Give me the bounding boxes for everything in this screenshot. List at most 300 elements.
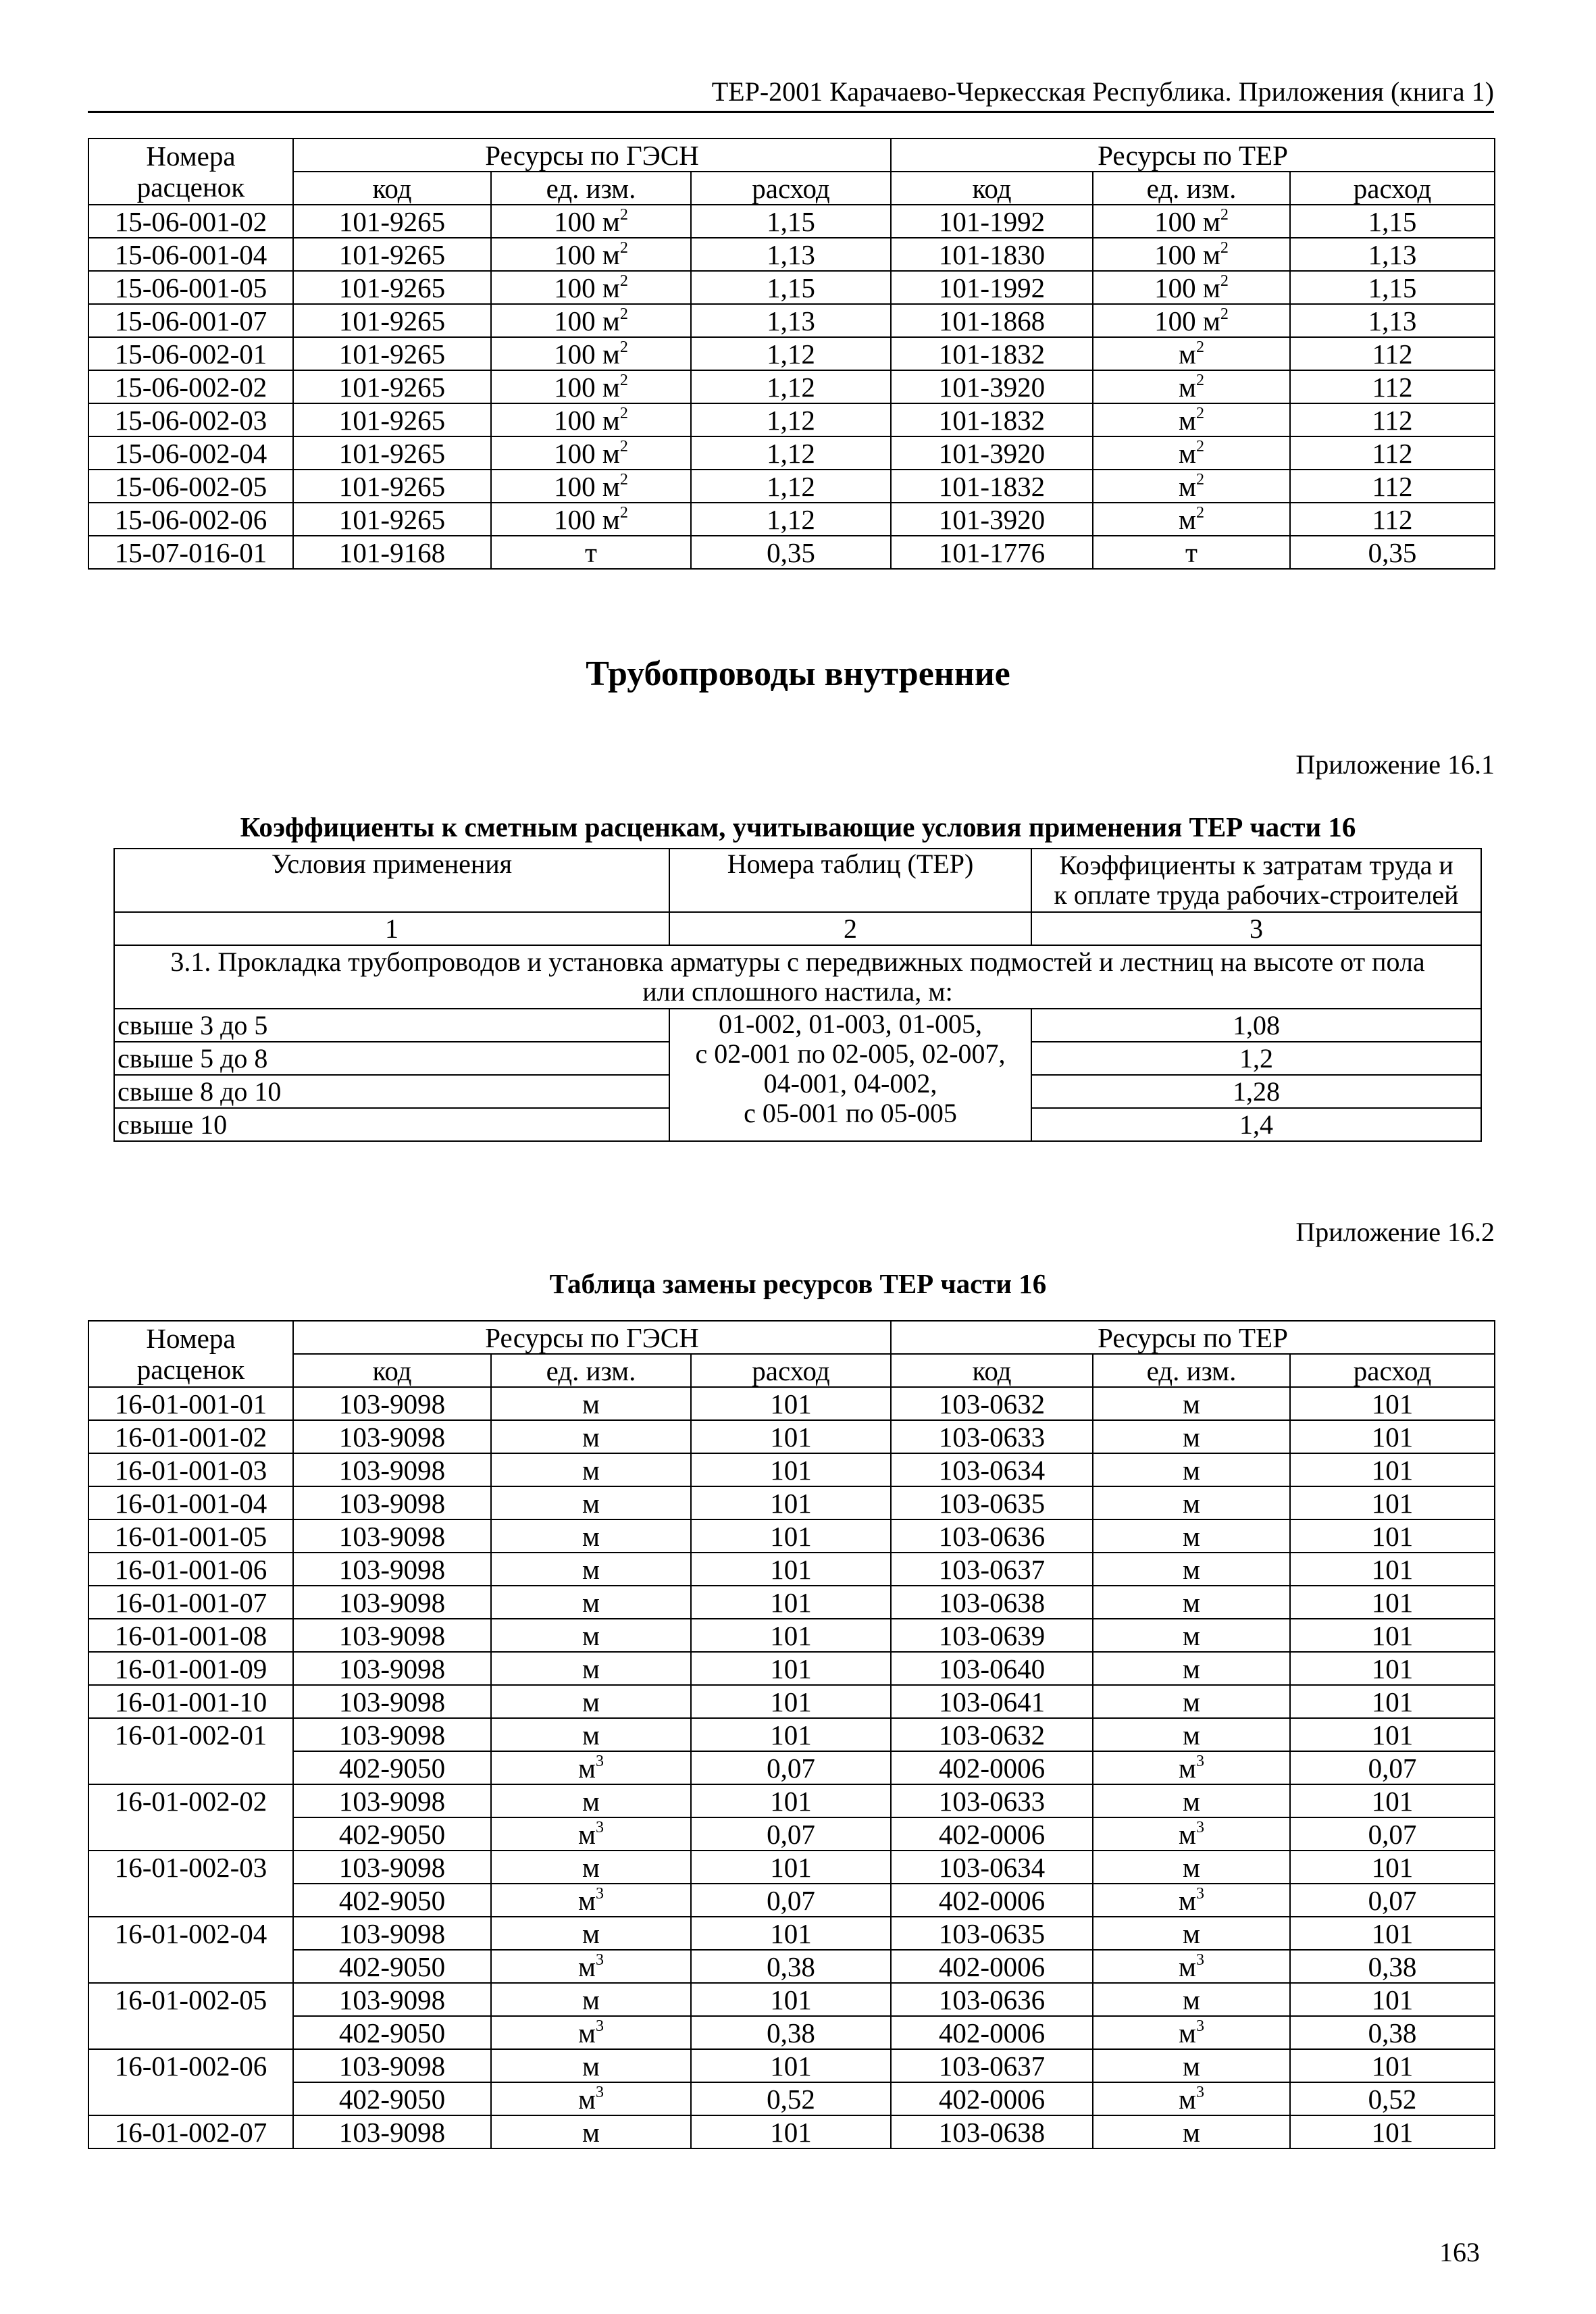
gesn-unit-cell: м: [491, 1851, 691, 1884]
gesn-consumption-cell: 1,13: [691, 304, 891, 337]
condition-cell: свыше 3 до 5: [114, 1009, 669, 1042]
gesn-unit-cell: 100 $м^2$: [491, 436, 691, 470]
page-header: ТЕР-2001 Карачаево-Черкесская Республика. Приложения (книга 1): [711, 76, 1494, 107]
table-row: [88, 436, 1495, 470]
ter-unit-cell: $м^2$: [1093, 436, 1290, 470]
ter-consumption-cell: 101: [1290, 1387, 1495, 1420]
ter-unit-cell: м: [1093, 1453, 1290, 1486]
gesn-consumption-cell: 101: [691, 1420, 891, 1453]
gesn-code-cell: 402-9050: [293, 1884, 491, 1917]
conditions-header: Условия применения: [114, 849, 669, 912]
ter-consumption-cell: 101: [1290, 1718, 1495, 1751]
ter-unit-cell: м: [1093, 1652, 1290, 1685]
gesn-code-cell: 402-9050: [293, 2082, 491, 2115]
gesn-unit-cell: 100 $м^2$: [491, 271, 691, 304]
table-row: [88, 1553, 1495, 1586]
gesn-code-cell: 103-9098: [293, 1784, 491, 1817]
table-row: [88, 271, 1495, 304]
gesn-code-cell: 103-9098: [293, 1652, 491, 1685]
coef-header: Коэффициенты к затратам труда и к оплате труда рабочих-строителей: [1031, 849, 1481, 912]
gesn-unit-cell: м: [491, 1586, 691, 1619]
coefficient-table: [113, 848, 1482, 1142]
table-row: [88, 1486, 1495, 1519]
ter-code-cell: 103-0635: [891, 1486, 1093, 1519]
table-row: [88, 2049, 1495, 2082]
ter-unit-cell: м: [1093, 2115, 1290, 2148]
rate-number-cell: [88, 1751, 293, 1784]
ter-consumption-cell: 0,07: [1290, 1817, 1495, 1851]
gesn-code-header: код: [293, 1354, 491, 1387]
ter-code-cell: 402-0006: [891, 1950, 1093, 1983]
table-row: [88, 1817, 1495, 1851]
rate-number-cell: [88, 1950, 293, 1983]
ter-code-cell: 101-1832: [891, 403, 1093, 436]
gesn-unit-cell: м: [491, 1387, 691, 1420]
ter-code-cell: 101-1992: [891, 271, 1093, 304]
rate-number-cell: [88, 2016, 293, 2049]
table-row: [88, 337, 1495, 370]
ter-unit-cell: м: [1093, 1586, 1290, 1619]
section-title: Трубопроводы внутренние: [586, 655, 1010, 693]
ter-consumption-cell: 101: [1290, 2115, 1495, 2148]
gesn-consumption-cell: 101: [691, 1519, 891, 1553]
condition-cell: свыше 8 до 10: [114, 1075, 669, 1108]
ter-consumption-cell: 0,07: [1290, 1884, 1495, 1917]
table-row: [88, 1652, 1495, 1685]
ter-code-cell: 402-0006: [891, 2016, 1093, 2049]
ter-code-cell: 402-0006: [891, 1884, 1093, 1917]
ter-consumption-cell: 101: [1290, 1420, 1495, 1453]
ter-unit-cell: м: [1093, 1519, 1290, 1553]
gesn-unit-cell: м: [491, 1619, 691, 1652]
gesn-unit-cell: м: [491, 1983, 691, 2016]
tables-header: Номера таблиц (ТЕР): [669, 849, 1031, 912]
ter-code-cell: 103-0641: [891, 1685, 1093, 1718]
ter-unit-cell: м: [1093, 1983, 1290, 2016]
rate-number-cell: 16-01-001-07: [88, 1586, 293, 1619]
rates-header: Номера расценок: [88, 1321, 293, 1387]
replacement-table-caption: Таблица замены ресурсов ТЕР части 16: [549, 1268, 1047, 1299]
gesn-code-cell: 101-9265: [293, 470, 491, 503]
gesn-code-cell: 103-9098: [293, 2049, 491, 2082]
table-row: [88, 1718, 1495, 1751]
gesn-unit-cell: 100 $м^2$: [491, 238, 691, 271]
ter-header: Ресурсы по ТЕР: [891, 1321, 1495, 1354]
rate-number-cell: 16-01-001-05: [88, 1519, 293, 1553]
table-row: [88, 1917, 1495, 1950]
rates-header: Номера расценок: [88, 139, 293, 205]
ter-unit-cell: 100 $м^2$: [1093, 205, 1290, 238]
ter-consumption-cell: 112: [1290, 403, 1495, 436]
ter-consumption-cell: 101: [1290, 1519, 1495, 1553]
gesn-consumption-cell: 0,07: [691, 1751, 891, 1784]
gesn-code-cell: 103-9098: [293, 1519, 491, 1553]
gesn-code-cell: 103-9098: [293, 1553, 491, 1586]
ter-unit-cell: $м^2$: [1093, 503, 1290, 536]
ter-consumption-cell: 112: [1290, 337, 1495, 370]
gesn-code-cell: 101-9265: [293, 503, 491, 536]
table-row: [88, 1453, 1495, 1486]
ter-code-cell: 103-0636: [891, 1519, 1093, 1553]
ter-consumption-cell: 101: [1290, 1586, 1495, 1619]
gesn-unit-header: ед. изм.: [491, 1354, 691, 1387]
gesn-unit-cell: м: [491, 1685, 691, 1718]
gesn-consumption-cell: 0,07: [691, 1884, 891, 1917]
gesn-unit-cell: $м^3$: [491, 2016, 691, 2049]
ter-header: Ресурсы по ТЕР: [891, 139, 1495, 172]
ter-code-cell: 101-3920: [891, 370, 1093, 403]
gesn-code-cell: 101-9168: [293, 536, 491, 569]
ter-unit-cell: м: [1093, 1851, 1290, 1884]
gesn-unit-cell: 100 $м^2$: [491, 337, 691, 370]
ter-consumption-cell: 1,13: [1290, 238, 1495, 271]
ter-consumption-cell: 112: [1290, 503, 1495, 536]
gesn-unit-cell: т: [491, 536, 691, 569]
gesn-code-cell: 101-9265: [293, 370, 491, 403]
gesn-consumption-cell: 1,15: [691, 271, 891, 304]
gesn-code-cell: 103-9098: [293, 1718, 491, 1751]
ter-consumption-cell: 101: [1290, 1784, 1495, 1817]
ter-unit-header: ед. изм.: [1093, 172, 1290, 205]
rate-number-cell: 16-01-001-02: [88, 1420, 293, 1453]
rate-number-cell: 16-01-002-01: [88, 1718, 293, 1751]
ter-code-cell: 101-3920: [891, 503, 1093, 536]
ter-unit-cell: $м^2$: [1093, 370, 1290, 403]
gesn-code-cell: 103-9098: [293, 1685, 491, 1718]
rate-number-cell: 15-06-001-07: [88, 304, 293, 337]
rate-number-cell: 16-01-002-06: [88, 2049, 293, 2082]
gesn-consumption-cell: 0,35: [691, 536, 891, 569]
gesn-consumption-cell: 1,12: [691, 503, 891, 536]
col-number-2: 2: [669, 912, 1031, 945]
gesn-consumption-cell: 0,52: [691, 2082, 891, 2115]
gesn-unit-cell: $м^3$: [491, 1884, 691, 1917]
header-rule: [88, 111, 1494, 113]
ter-unit-cell: м: [1093, 1718, 1290, 1751]
ter-code-header: код: [891, 1354, 1093, 1387]
ter-code-cell: 101-3920: [891, 436, 1093, 470]
table-row: [88, 1884, 1495, 1917]
table-row: [88, 536, 1495, 569]
gesn-consumption-cell: 101: [691, 1784, 891, 1817]
ter-code-cell: 103-0632: [891, 1387, 1093, 1420]
gesn-code-cell: 103-9098: [293, 1486, 491, 1519]
gesn-consumption-header: расход: [691, 172, 891, 205]
ter-consumption-cell: 1,13: [1290, 304, 1495, 337]
table-row: [88, 1950, 1495, 1983]
gesn-code-cell: 103-9098: [293, 1851, 491, 1884]
ter-unit-cell: м: [1093, 1420, 1290, 1453]
gesn-code-cell: 103-9098: [293, 1420, 491, 1453]
ter-code-cell: 103-0636: [891, 1983, 1093, 2016]
gesn-code-cell: 103-9098: [293, 1453, 491, 1486]
group-heading: 3.1. Прокладка трубопроводов и установка арматуры с передвижных подмостей и лестниц на высоте от пола или сплошного настила, м:: [114, 945, 1481, 1009]
table-row: [88, 370, 1495, 403]
gesn-consumption-cell: 101: [691, 1387, 891, 1420]
table-row: [88, 503, 1495, 536]
rate-number-cell: 16-01-002-02: [88, 1784, 293, 1817]
gesn-code-cell: 101-9265: [293, 304, 491, 337]
gesn-consumption-cell: 0,07: [691, 1817, 891, 1851]
ter-code-cell: 103-0635: [891, 1917, 1093, 1950]
ter-unit-cell: м: [1093, 1486, 1290, 1519]
ter-unit-cell: $м^3$: [1093, 2016, 1290, 2049]
rate-number-cell: 16-01-001-04: [88, 1486, 293, 1519]
ter-code-cell: 103-0637: [891, 1553, 1093, 1586]
ter-unit-cell: $м^2$: [1093, 403, 1290, 436]
gesn-header: Ресурсы по ГЭСН: [293, 139, 891, 172]
ter-code-cell: 402-0006: [891, 2082, 1093, 2115]
gesn-unit-cell: 100 $м^2$: [491, 205, 691, 238]
ter-code-cell: 103-0632: [891, 1718, 1093, 1751]
coef-cell: 1,28: [1031, 1075, 1481, 1108]
ter-code-cell: 103-0638: [891, 1586, 1093, 1619]
ter-unit-cell: $м^2$: [1093, 337, 1290, 370]
gesn-code-header: код: [293, 172, 491, 205]
gesn-unit-cell: м: [491, 1519, 691, 1553]
rate-number-cell: 16-01-002-05: [88, 1983, 293, 2016]
ter-unit-cell: $м^3$: [1093, 1751, 1290, 1784]
gesn-consumption-cell: 0,38: [691, 1950, 891, 1983]
rate-number-cell: [88, 2082, 293, 2115]
gesn-unit-cell: 100 $м^2$: [491, 370, 691, 403]
ter-unit-header: ед. изм.: [1093, 1354, 1290, 1387]
gesn-unit-cell: м: [491, 1453, 691, 1486]
rate-number-cell: 16-01-002-03: [88, 1851, 293, 1884]
gesn-unit-cell: 100 $м^2$: [491, 470, 691, 503]
table-row: [88, 1851, 1495, 1884]
gesn-consumption-cell: 1,15: [691, 205, 891, 238]
condition-cell: свыше 10: [114, 1108, 669, 1141]
ter-code-cell: 101-1868: [891, 304, 1093, 337]
rate-number-cell: 16-01-001-03: [88, 1453, 293, 1486]
gesn-code-cell: 402-9050: [293, 1751, 491, 1784]
ter-consumption-cell: 101: [1290, 1486, 1495, 1519]
ter-unit-cell: 100 $м^2$: [1093, 304, 1290, 337]
gesn-consumption-cell: 101: [691, 1917, 891, 1950]
ter-consumption-cell: 112: [1290, 470, 1495, 503]
gesn-unit-cell: м: [491, 1917, 691, 1950]
ter-unit-cell: $м^3$: [1093, 1884, 1290, 1917]
ter-code-cell: 103-0633: [891, 1784, 1093, 1817]
ter-unit-cell: $м^3$: [1093, 1950, 1290, 1983]
gesn-consumption-cell: 1,12: [691, 470, 891, 503]
ter-consumption-cell: 1,15: [1290, 205, 1495, 238]
ter-code-cell: 103-0634: [891, 1851, 1093, 1884]
rate-number-cell: 15-06-001-02: [88, 205, 293, 238]
gesn-consumption-cell: 101: [691, 1553, 891, 1586]
gesn-code-cell: 103-9098: [293, 1387, 491, 1420]
gesn-unit-cell: м: [491, 1652, 691, 1685]
gesn-unit-cell: 100 $м^2$: [491, 304, 691, 337]
gesn-code-cell: 101-9265: [293, 271, 491, 304]
table-row: [88, 1619, 1495, 1652]
ter-consumption-cell: 101: [1290, 1917, 1495, 1950]
rate-number-cell: 16-01-001-08: [88, 1619, 293, 1652]
rate-number-cell: [88, 1817, 293, 1851]
ter-consumption-cell: 0,52: [1290, 2082, 1495, 2115]
col-number-1: 1: [114, 912, 669, 945]
table-row: [88, 1420, 1495, 1453]
gesn-unit-cell: $м^3$: [491, 2082, 691, 2115]
ter-unit-cell: м: [1093, 1553, 1290, 1586]
ter-unit-cell: 100 $м^2$: [1093, 271, 1290, 304]
ter-unit-cell: $м^3$: [1093, 2082, 1290, 2115]
rate-number-cell: 16-01-001-10: [88, 1685, 293, 1718]
rate-number-cell: [88, 1884, 293, 1917]
gesn-consumption-cell: 101: [691, 1718, 891, 1751]
rate-number-cell: 16-01-001-06: [88, 1553, 293, 1586]
ter-consumption-cell: 0,38: [1290, 1950, 1495, 1983]
gesn-code-cell: 103-9098: [293, 1983, 491, 2016]
gesn-unit-cell: м: [491, 1718, 691, 1751]
gesn-header: Ресурсы по ГЭСН: [293, 1321, 891, 1354]
ter-consumption-cell: 101: [1290, 1553, 1495, 1586]
gesn-code-cell: 101-9265: [293, 205, 491, 238]
gesn-consumption-cell: 0,38: [691, 2016, 891, 2049]
gesn-code-cell: 402-9050: [293, 1817, 491, 1851]
gesn-code-cell: 402-9050: [293, 2016, 491, 2049]
gesn-consumption-header: расход: [691, 1354, 891, 1387]
gesn-unit-cell: м: [491, 1553, 691, 1586]
ter-unit-cell: м: [1093, 1917, 1290, 1950]
ter-code-cell: 101-1832: [891, 337, 1093, 370]
gesn-unit-cell: м: [491, 2049, 691, 2082]
ter-code-cell: 103-0638: [891, 2115, 1093, 2148]
gesn-unit-cell: м: [491, 1784, 691, 1817]
rate-number-cell: 16-01-002-04: [88, 1917, 293, 1950]
gesn-code-cell: 101-9265: [293, 238, 491, 271]
ter-code-cell: 103-0634: [891, 1453, 1093, 1486]
ter-consumption-cell: 0,07: [1290, 1751, 1495, 1784]
gesn-consumption-cell: 101: [691, 1486, 891, 1519]
ter-unit-cell: 100 $м^2$: [1093, 238, 1290, 271]
rate-number-cell: 15-06-001-04: [88, 238, 293, 271]
gesn-consumption-cell: 101: [691, 1851, 891, 1884]
gesn-unit-cell: 100 $м^2$: [491, 403, 691, 436]
table-row: [88, 2115, 1495, 2148]
condition-cell: свыше 5 до 8: [114, 1042, 669, 1075]
gesn-code-cell: 103-9098: [293, 1586, 491, 1619]
ter-unit-cell: м: [1093, 1387, 1290, 1420]
ter-consumption-cell: 101: [1290, 1652, 1495, 1685]
table-row: [88, 1784, 1495, 1817]
ter-code-cell: 402-0006: [891, 1751, 1093, 1784]
table-row: [88, 470, 1495, 503]
ter-code-cell: 101-1992: [891, 205, 1093, 238]
table-row: [88, 238, 1495, 271]
ter-consumption-header: расход: [1290, 172, 1495, 205]
rate-number-cell: 16-01-002-07: [88, 2115, 293, 2148]
ter-consumption-cell: 0,35: [1290, 536, 1495, 569]
gesn-consumption-cell: 101: [691, 1619, 891, 1652]
gesn-consumption-cell: 1,12: [691, 436, 891, 470]
gesn-code-cell: 101-9265: [293, 436, 491, 470]
gesn-unit-cell: м: [491, 1420, 691, 1453]
rate-number-cell: 15-06-002-02: [88, 370, 293, 403]
table-row: [88, 1983, 1495, 2016]
gesn-unit-cell: $м^3$: [491, 1950, 691, 1983]
page-number: 163: [1439, 2237, 1480, 2267]
ter-consumption-cell: 101: [1290, 1453, 1495, 1486]
table-row: [88, 304, 1495, 337]
gesn-unit-cell: 100 $м^2$: [491, 503, 691, 536]
table-row: [88, 2082, 1495, 2115]
gesn-consumption-cell: 1,12: [691, 370, 891, 403]
resource-table-16: [88, 1320, 1495, 2149]
table-row: [88, 1519, 1495, 1553]
gesn-unit-cell: м: [491, 2115, 691, 2148]
rate-number-cell: 16-01-001-09: [88, 1652, 293, 1685]
ter-consumption-cell: 101: [1290, 1685, 1495, 1718]
table-row: [88, 1586, 1495, 1619]
ter-consumption-cell: 112: [1290, 370, 1495, 403]
appendix-16-2-label: Приложение 16.2: [1295, 1217, 1495, 1247]
gesn-unit-cell: $м^3$: [491, 1751, 691, 1784]
ter-unit-cell: м: [1093, 2049, 1290, 2082]
ter-consumption-cell: 101: [1290, 1619, 1495, 1652]
ter-unit-cell: м: [1093, 1619, 1290, 1652]
gesn-code-cell: 101-9265: [293, 337, 491, 370]
resource-table-15: [88, 138, 1495, 570]
ter-code-cell: 101-1776: [891, 536, 1093, 569]
table-row: [88, 2016, 1495, 2049]
coef-cell: 1,08: [1031, 1009, 1481, 1042]
ter-consumption-cell: 112: [1290, 436, 1495, 470]
ter-unit-cell: $м^2$: [1093, 470, 1290, 503]
table-row: [88, 403, 1495, 436]
gesn-consumption-cell: 1,12: [691, 337, 891, 370]
table-row: [88, 1751, 1495, 1784]
ter-consumption-cell: 101: [1290, 2049, 1495, 2082]
rate-number-cell: 15-06-002-01: [88, 337, 293, 370]
coef-cell: 1,2: [1031, 1042, 1481, 1075]
ter-code-cell: 103-0633: [891, 1420, 1093, 1453]
table-row: [88, 1387, 1495, 1420]
ter-consumption-cell: 0,38: [1290, 2016, 1495, 2049]
rate-number-cell: 15-07-016-01: [88, 536, 293, 569]
ter-code-cell: 101-1830: [891, 238, 1093, 271]
ter-code-header: код: [891, 172, 1093, 205]
gesn-consumption-cell: 101: [691, 1652, 891, 1685]
ter-code-cell: 101-1832: [891, 470, 1093, 503]
rate-number-cell: 15-06-002-03: [88, 403, 293, 436]
rate-number-cell: 16-01-001-01: [88, 1387, 293, 1420]
table-row: [88, 205, 1495, 238]
gesn-code-cell: 103-9098: [293, 2115, 491, 2148]
rate-number-cell: 15-06-001-05: [88, 271, 293, 304]
ter-code-cell: 402-0006: [891, 1817, 1093, 1851]
gesn-code-cell: 103-9098: [293, 1619, 491, 1652]
ter-unit-cell: т: [1093, 536, 1290, 569]
gesn-unit-cell: $м^3$: [491, 1817, 691, 1851]
coef-table-caption: Коэффициенты к сметным расценкам, учитывающие условия применения ТЕР части 16: [240, 811, 1356, 842]
ter-consumption-header: расход: [1290, 1354, 1495, 1387]
ter-code-cell: 103-0637: [891, 2049, 1093, 2082]
gesn-code-cell: 402-9050: [293, 1950, 491, 1983]
ter-code-cell: 103-0640: [891, 1652, 1093, 1685]
col-number-3: 3: [1031, 912, 1481, 945]
gesn-consumption-cell: 101: [691, 2115, 891, 2148]
ter-unit-cell: $м^3$: [1093, 1817, 1290, 1851]
gesn-consumption-cell: 101: [691, 1983, 891, 2016]
ter-code-cell: 103-0639: [891, 1619, 1093, 1652]
gesn-code-cell: 103-9098: [293, 1917, 491, 1950]
ter-consumption-cell: 1,15: [1290, 271, 1495, 304]
rate-number-cell: 15-06-002-06: [88, 503, 293, 536]
rate-number-cell: 15-06-002-04: [88, 436, 293, 470]
gesn-consumption-cell: 1,13: [691, 238, 891, 271]
